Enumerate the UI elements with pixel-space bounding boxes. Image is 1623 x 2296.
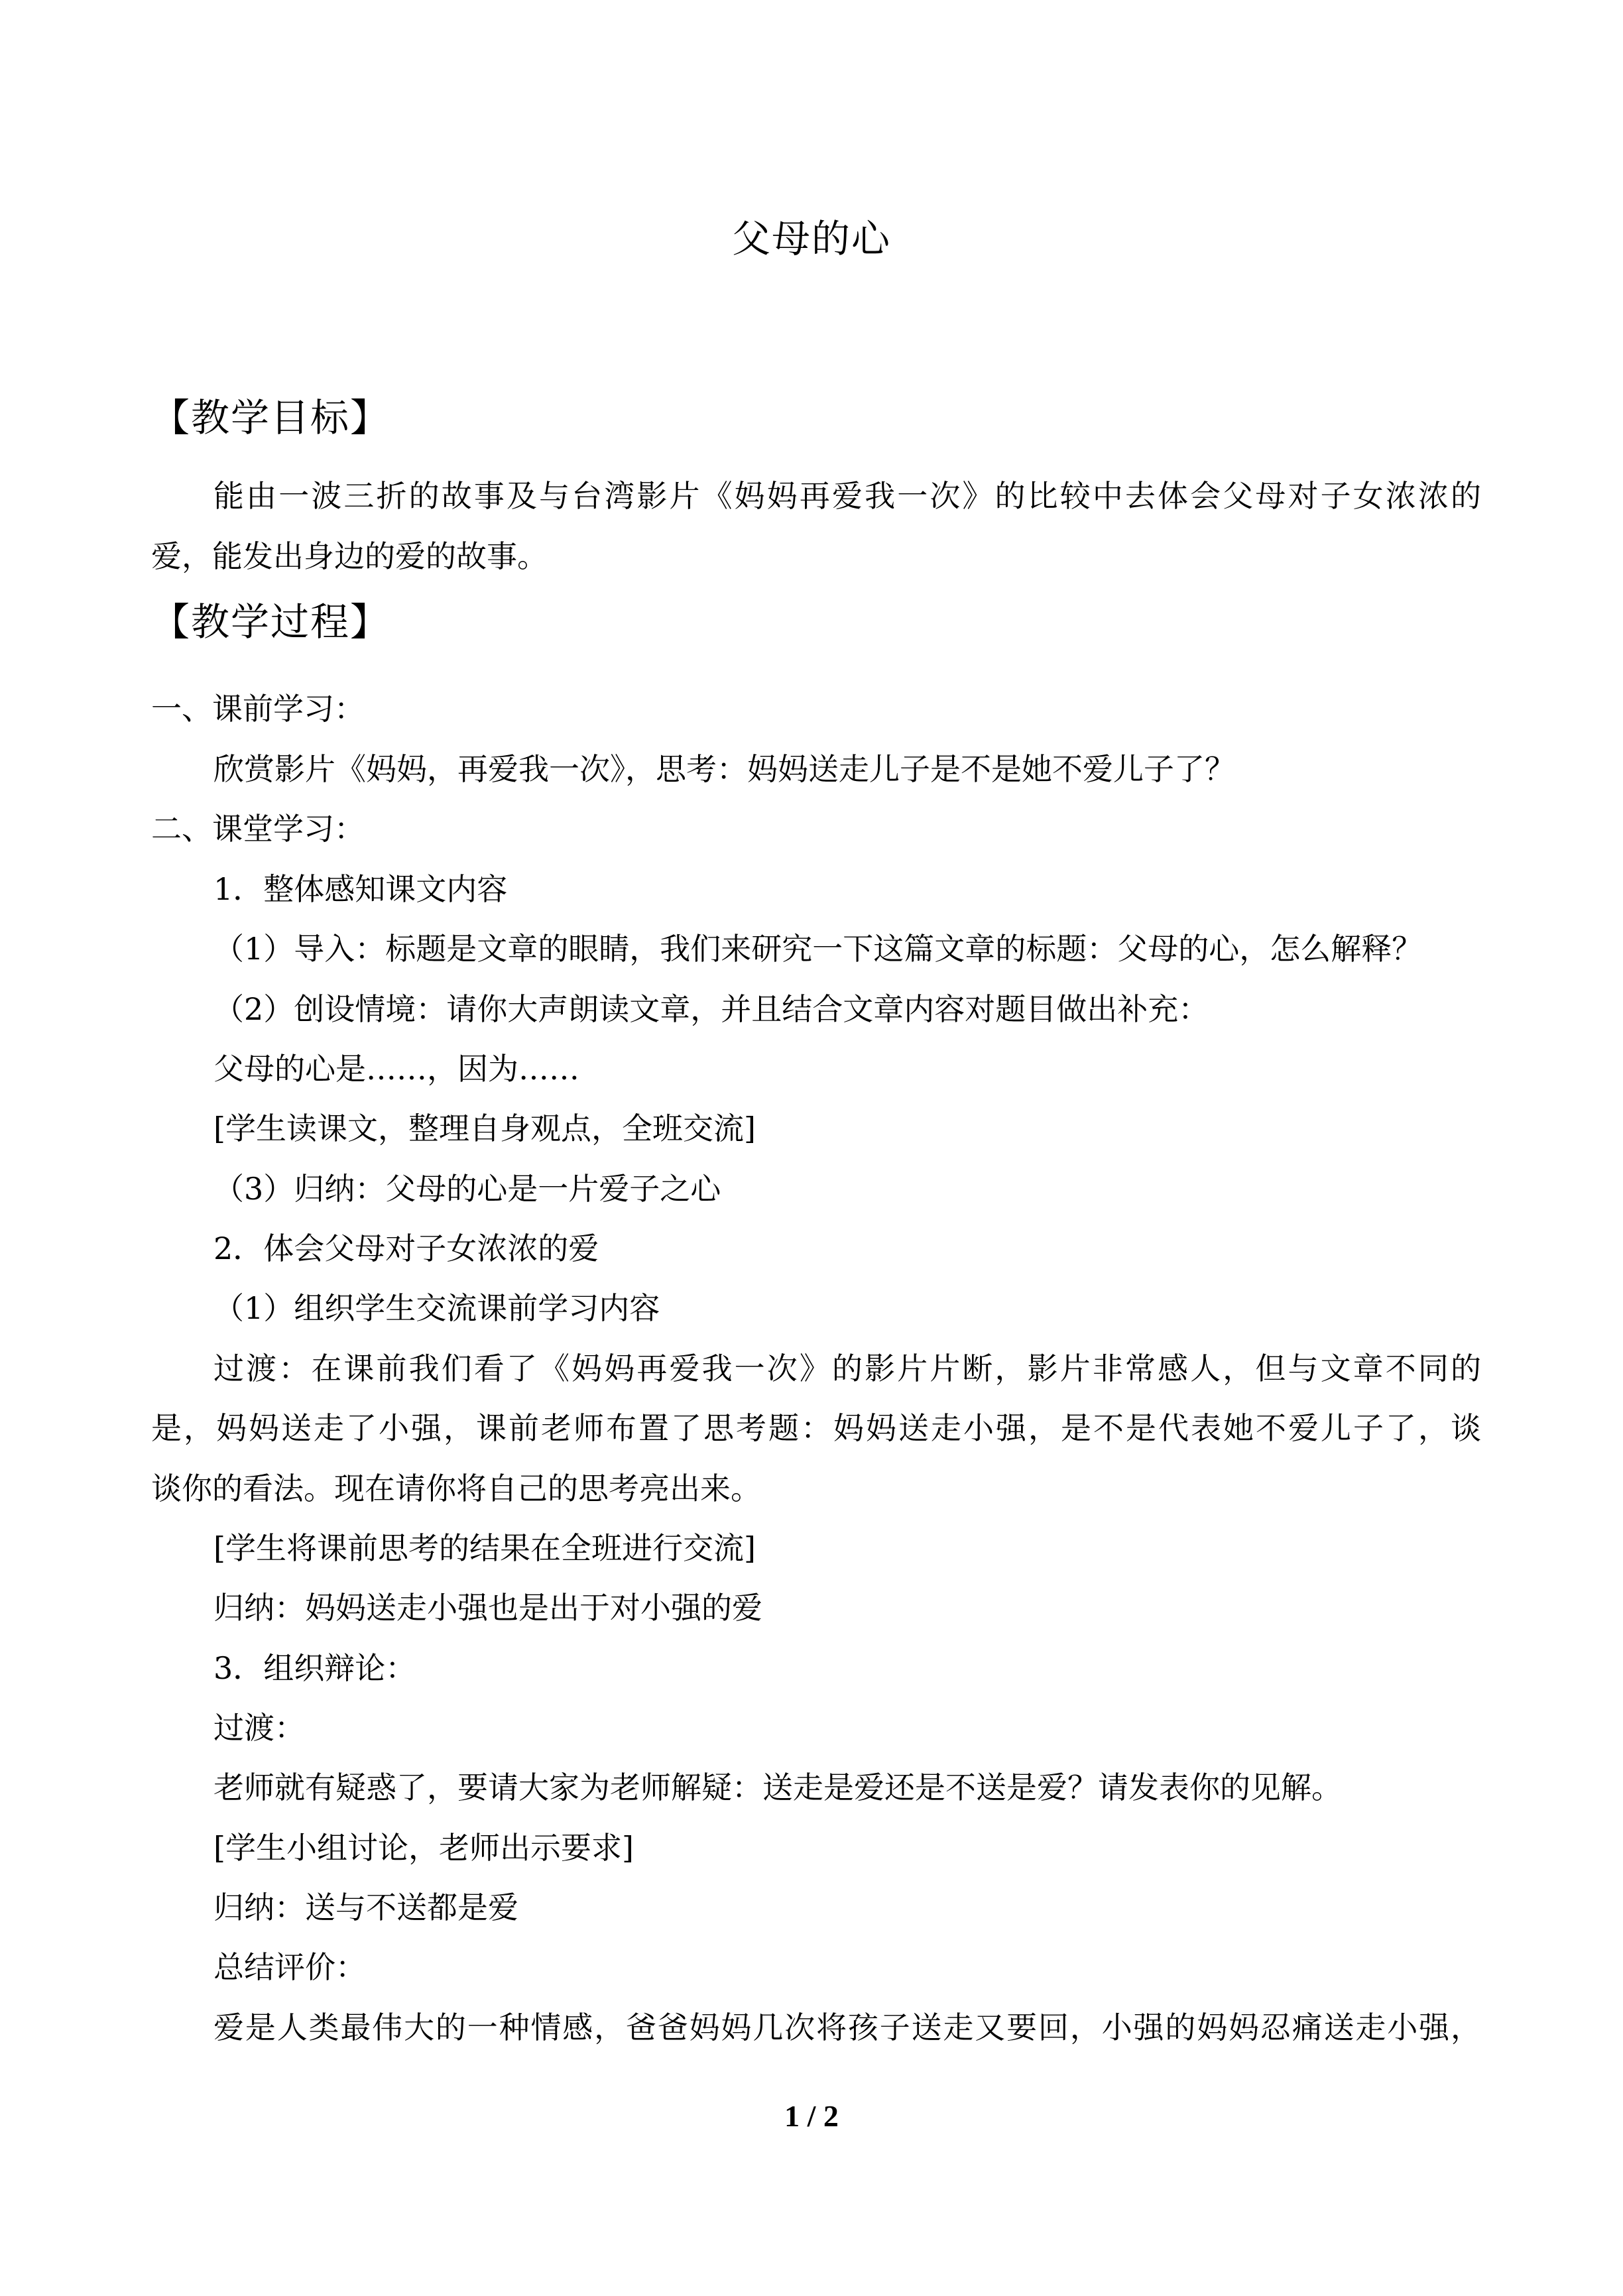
- body-line: 父母的心是……，因为……: [213, 1051, 579, 1087]
- body-line: 爱是人类最伟大的一种情感，爸爸妈妈几次将孩子送走又要回，小强的妈妈忍痛送走小强，: [213, 2010, 1481, 2045]
- body-line: 1．整体感知课文内容: [213, 871, 508, 907]
- body-line: 2．体会父母对子女浓浓的爱: [213, 1231, 599, 1266]
- body-line: 3．组织辩论：: [213, 1650, 416, 1686]
- body-line: [学生将课前思考的结果在全班进行交流]: [213, 1530, 756, 1566]
- objectives-paragraph-line-2: 爱，能发出身边的爱的故事。: [151, 538, 548, 574]
- body-line: 归纳：送与不送都是爱: [213, 1890, 518, 1925]
- process-heading: 【教学过程】: [151, 599, 391, 644]
- body-line: （1）组织学生交流课前学习内容: [213, 1290, 660, 1326]
- objectives-heading: 【教学目标】: [151, 395, 391, 440]
- section-2-heading: 二、课堂学习：: [151, 811, 365, 847]
- body-line: 总结评价：: [213, 1949, 366, 1985]
- body-line: 归纳：妈妈送走小强也是出于对小强的爱: [213, 1590, 762, 1626]
- section-1-heading: 一、课前学习：: [151, 691, 365, 727]
- body-line: [学生读课文，整理自身观点，全班交流]: [213, 1111, 756, 1146]
- body-line: 是，妈妈送走了小强，课前老师布置了思考题：妈妈送走小强，是不是代表她不爱儿子了，谈: [151, 1410, 1481, 1446]
- body-line: [学生小组讨论，老师出示要求]: [213, 1830, 634, 1866]
- body-line: （3）归纳：父母的心是一片爱子之心: [213, 1171, 721, 1207]
- page-title: 父母的心: [731, 216, 891, 261]
- body-line: （2）创设情境：请你大声朗读文章，并且结合文章内容对题目做出补充：: [213, 991, 1209, 1027]
- body-line: 老师就有疑惑了，要请大家为老师解疑：送走是爱还是不送是爱？请发表你的见解。: [213, 1770, 1342, 1805]
- body-line: 过渡：: [213, 1710, 305, 1746]
- objectives-paragraph-line-1: 能由一波三折的故事及与台湾影片《妈妈再爱我一次》的比较中去体会父母对子女浓浓的: [213, 478, 1481, 514]
- body-line: 谈你的看法。现在请你将自己的思考亮出来。: [151, 1471, 761, 1506]
- body-line: （1）导入：标题是文章的眼睛，我们来研究一下这篇文章的标题：父母的心，怎么解释？: [213, 931, 1423, 967]
- body-line: 过渡：在课前我们看了《妈妈再爱我一次》的影片片断，影片非常感人，但与文章不同的: [213, 1351, 1481, 1386]
- body-line: 欣赏影片《妈妈，再爱我一次》，思考：妈妈送走儿子是不是她不爱儿子了？: [213, 751, 1235, 787]
- page-number: 1 / 2: [784, 2099, 839, 2133]
